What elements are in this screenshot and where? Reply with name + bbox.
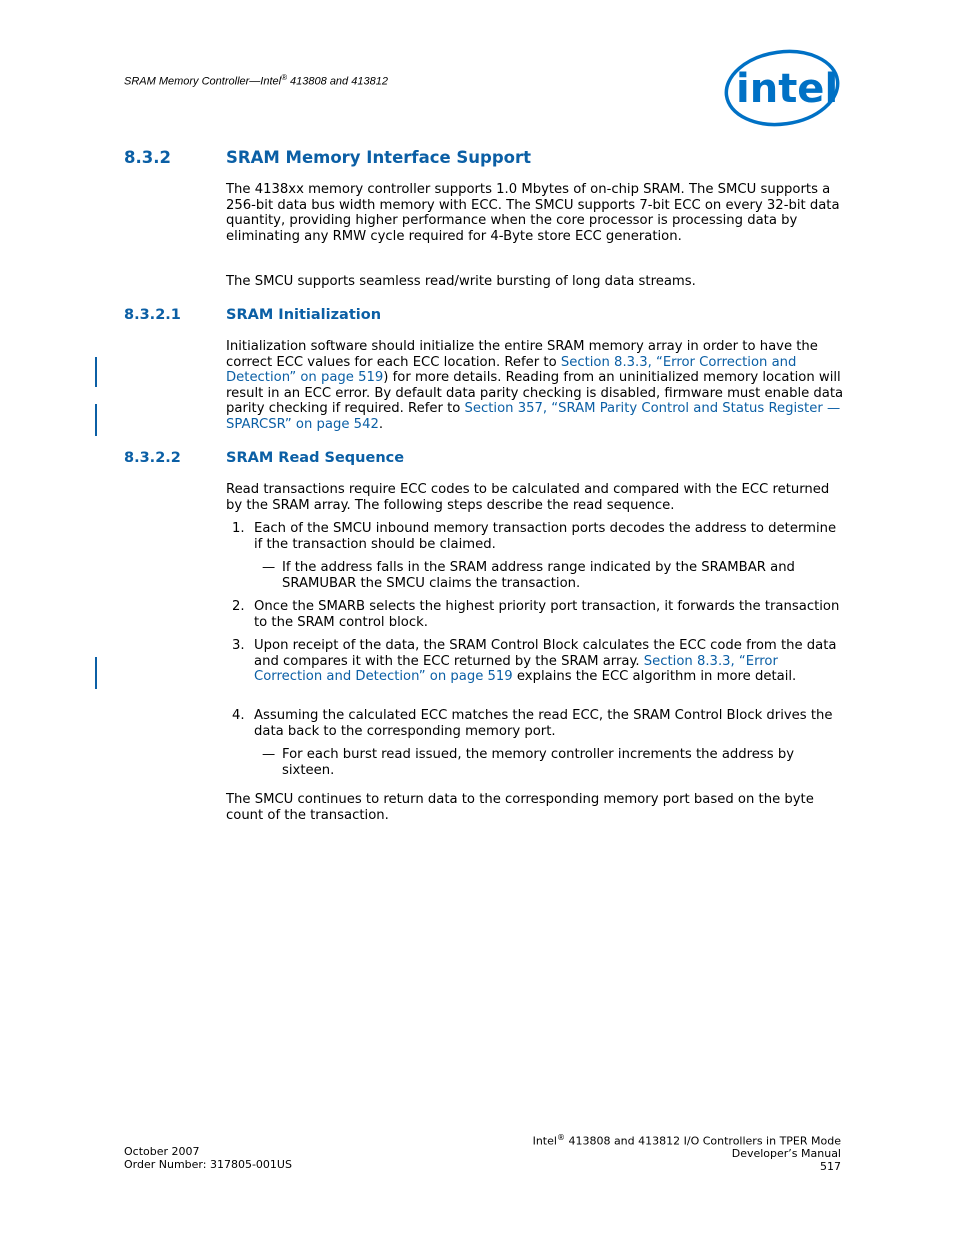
list-item-number: 2.	[232, 599, 245, 614]
registered-mark: ®	[281, 73, 287, 82]
paragraph-read-outro	[226, 792, 846, 823]
footer-doc-title-text: 413808 and 413812 I/O Controllers in TPER Mode	[564, 1134, 841, 1148]
paragraph-text: The SMCU continues to return data to the corresponding memory port based on the byte count of the transaction.	[226, 792, 814, 823]
link-error-correction[interactable]: Section 8.3.3, “Error Correction and Detection” on page 519	[226, 354, 797, 386]
footer-date: October 2007	[124, 1145, 200, 1158]
intel-logo	[722, 46, 844, 130]
list-item-number: 4.	[232, 708, 245, 723]
footer-order-number: Order Number: 317805-001US	[124, 1157, 292, 1171]
section-number: 8.3.2.1	[124, 307, 181, 323]
section-title: SRAM Memory Interface Support	[226, 148, 532, 167]
sub-item-text: For each burst read issued, the memory controller increments the address by sixteen.	[282, 747, 795, 778]
footer-left	[124, 1146, 292, 1171]
change-bar	[95, 357, 97, 387]
section-heading-8-3-2-1	[124, 307, 381, 323]
list-item-text-part: explains the ECC algorithm in more detail.	[512, 669, 797, 685]
section-heading-8-3-2	[124, 148, 531, 167]
footer-doc-subtitle: Developer’s Manual	[731, 1147, 841, 1161]
page-number: 517	[820, 1159, 841, 1173]
sub-item-dash: —	[262, 560, 276, 575]
list-item-text-part: Upon receipt of the data, the SRAM Control Block calculates the ECC code from the data and compares it with the ECC returned by the SRAM array.	[254, 638, 837, 669]
link-sparcsr[interactable]: Section 357, “SRAM Parity Control and Status Register — SPARCSR” on page 542	[226, 401, 841, 432]
section-number: 8.3.2	[124, 148, 171, 167]
paragraph-text: .	[378, 416, 384, 432]
paragraph-text: ) for more details. Reading from an uninitialized memory location will result in an ECC error. By default data parity checking is disabled, firmware must enable data parity checking if required. Refer to	[226, 370, 844, 417]
section-title: SRAM Initialization	[226, 307, 382, 323]
footer-right	[533, 1132, 841, 1173]
paragraph-text: Read transactions require ECC codes to be calculated and compared with the ECC returned by the SRAM array. The following steps describe the read sequence.	[226, 482, 830, 513]
list-item-text	[254, 638, 846, 685]
list-item-text: Once the SMARB selects the highest priority port transaction, it forwards the transaction to the SRAM control block.	[254, 599, 840, 630]
section-title: SRAM Read Sequence	[226, 450, 405, 466]
change-bar	[95, 404, 97, 436]
list-item-number: 1.	[232, 521, 245, 536]
footer-doc-title-brand: Intel	[532, 1134, 557, 1148]
paragraph-read-intro	[226, 482, 846, 513]
section-heading-8-3-2-2	[124, 450, 404, 466]
footer-doc-title	[533, 1132, 841, 1148]
running-header-suffix: 413808 and 413812	[287, 75, 388, 88]
paragraph-text: The SMCU supports seamless read/write bursting of long data streams.	[226, 274, 696, 289]
change-bar	[95, 657, 97, 689]
paragraph-initialization	[226, 339, 846, 433]
paragraph-sram-intro	[226, 182, 846, 244]
paragraph-text: The 4138xx memory controller supports 1.0 Mbytes of on-chip SRAM. The SMCU supports a 256-bit data bus width memory with ECC. The SMCU supports 7-bit ECC on every 32-bit data quantity, providing higher performance when the core processor is processing data by eliminating any RMW cycle required for 4-Byte store ECC generation.	[226, 182, 840, 244]
list-item-text: Assuming the calculated ECC matches the read ECC, the SRAM Control Block drives the data back to the corresponding memory port.	[254, 708, 833, 739]
registered-mark: ®	[556, 1133, 565, 1142]
running-header	[124, 73, 388, 88]
list-item-number: 3.	[232, 638, 245, 653]
sub-item-dash: —	[262, 747, 276, 762]
link-error-correction[interactable]: Section 8.3.3, “Error Correction and Detection” on page 519	[254, 653, 778, 685]
sub-item-text: If the address falls in the SRAM address range indicated by the SRAMBAR and SRAMUBAR the SMCU claims the transaction.	[282, 560, 795, 591]
running-header-title: SRAM Memory Controller—Intel	[124, 75, 282, 88]
list-item-text: Each of the SMCU inbound memory transaction ports decodes the address to determine if the transaction should be claimed.	[254, 521, 837, 552]
section-number: 8.3.2.2	[124, 450, 181, 466]
paragraph-text: Initialization software should initialize the entire SRAM memory array in order to have the correct ECC values for each ECC location. Refer to	[226, 339, 818, 370]
paragraph-bursting	[226, 274, 846, 290]
logo-text: intel	[736, 66, 839, 112]
